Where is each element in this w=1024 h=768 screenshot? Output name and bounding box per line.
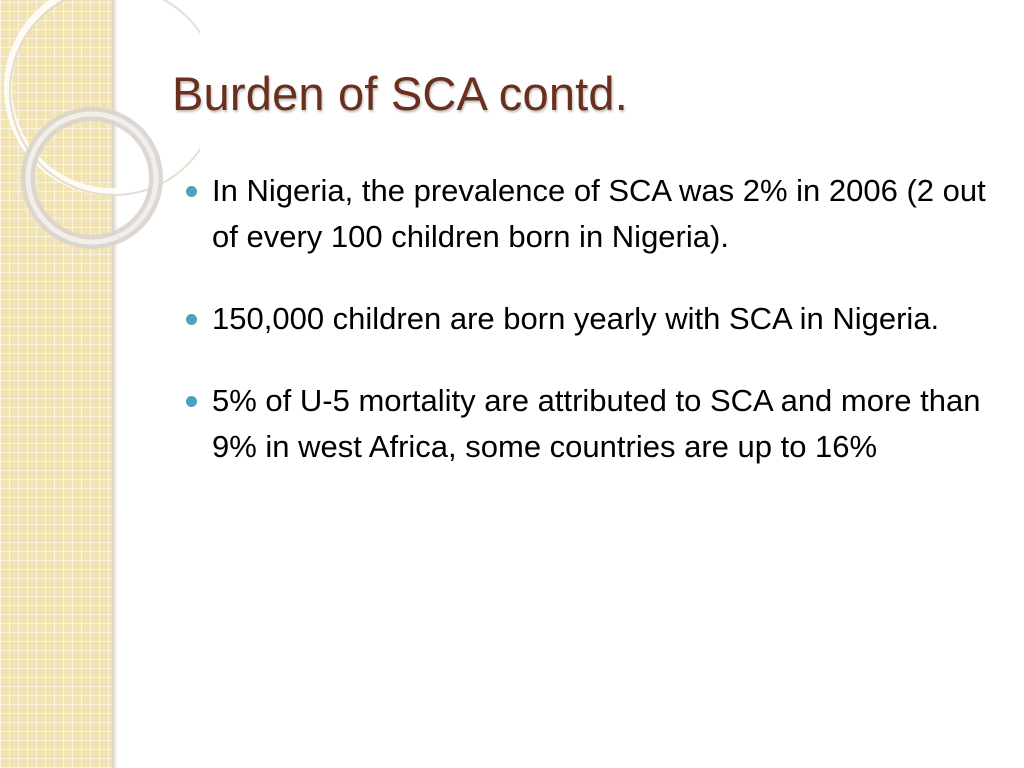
bullet-dot-icon xyxy=(186,186,197,197)
bullet-item xyxy=(186,296,986,342)
bullet-item xyxy=(186,378,986,470)
bullet-list xyxy=(186,168,986,506)
decorative-rings xyxy=(0,0,200,260)
bullet-dot-icon xyxy=(186,314,197,325)
bullet-text: In Nigeria, the prevalence of SCA was 2% in 2006 (2 out of every 100 children born in Nigeria). xyxy=(212,173,986,254)
bullet-text: 150,000 children are born yearly with SCA in Nigeria. xyxy=(212,301,940,336)
bullet-dot-icon xyxy=(186,396,197,407)
bullet-text: 5% of U-5 mortality are attributed to SCA and more than 9% in west Africa, some countries are up to 16% xyxy=(212,383,981,464)
bullet-item xyxy=(186,168,986,260)
decorative-ring-small-highlight xyxy=(28,114,156,242)
slide-title: Burden of SCA contd. xyxy=(172,67,629,120)
